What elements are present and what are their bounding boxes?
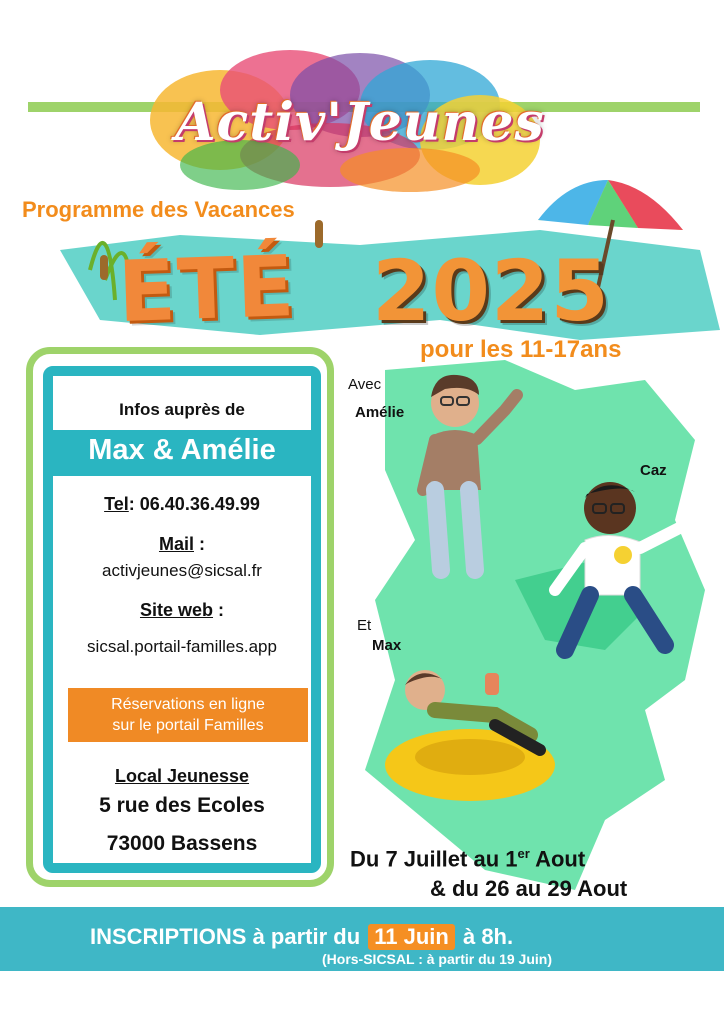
site-label-line: [43, 600, 321, 621]
infos-intro: Infos auprès de: [119, 400, 245, 419]
site-label-colon: :: [213, 600, 225, 620]
mail-label-line: [43, 534, 321, 555]
et-label: Et: [357, 617, 372, 634]
mail-label: Mail: [158, 534, 194, 554]
reservation-line-1: Réservations en ligne: [111, 696, 265, 713]
year-title: 2025: [372, 242, 610, 340]
reservation-line-2: sur le portail Familles: [112, 717, 264, 734]
site-label: Site web: [139, 600, 214, 620]
dates-line-1-sup: er: [517, 846, 530, 861]
phone-number[interactable]: : 06.40.36.49.99: [128, 494, 260, 514]
caz-avatar: [545, 470, 710, 660]
phone-label: Tel: [104, 494, 129, 514]
activ-jeunes-logo: Activ'Jeunes: [175, 92, 545, 153]
phone-line: [43, 494, 321, 515]
inscriptions-date: 11 Juin: [368, 924, 455, 950]
website-url[interactable]: sicsal.portail-familles.app: [87, 637, 277, 656]
inscriptions-line: [90, 924, 513, 950]
mail-label-colon: :: [194, 534, 205, 554]
local-jeunesse-label: Local Jeunesse: [114, 766, 250, 786]
caz-label: Caz: [640, 462, 667, 479]
dates-line-1: [350, 846, 585, 872]
season-title: ÉTÉ: [116, 236, 298, 342]
inscriptions-prefix: INSCRIPTIONS à partir du: [90, 924, 367, 949]
amelie-avatar: [405, 365, 535, 580]
max-label: Max: [372, 637, 402, 654]
dates-line-1-suffix: Aout: [529, 846, 586, 872]
amelie-label: Amélie: [355, 404, 405, 421]
avec-label: Avec: [348, 376, 382, 393]
dates-line-2: & du 26 au 29 Aout: [430, 876, 628, 901]
age-range: pour les 11-17ans: [420, 336, 622, 363]
inscriptions-time: à 8h.: [456, 924, 514, 949]
address-street: 5 rue des Ecoles: [99, 794, 265, 817]
contact-names: Max & Amélie: [88, 434, 276, 466]
inscriptions-note: (Hors-SICSAL : à partir du 19 Juin): [322, 951, 552, 967]
address-city: 73000 Bassens: [106, 832, 258, 855]
email-address[interactable]: activjeunes@sicsal.fr: [102, 561, 262, 580]
max-avatar: [380, 655, 560, 805]
dates-line-1-text: Du 7 Juillet au 1: [350, 846, 518, 872]
programme-title: Programme des Vacances: [22, 197, 295, 222]
reservation-text: [68, 694, 308, 736]
